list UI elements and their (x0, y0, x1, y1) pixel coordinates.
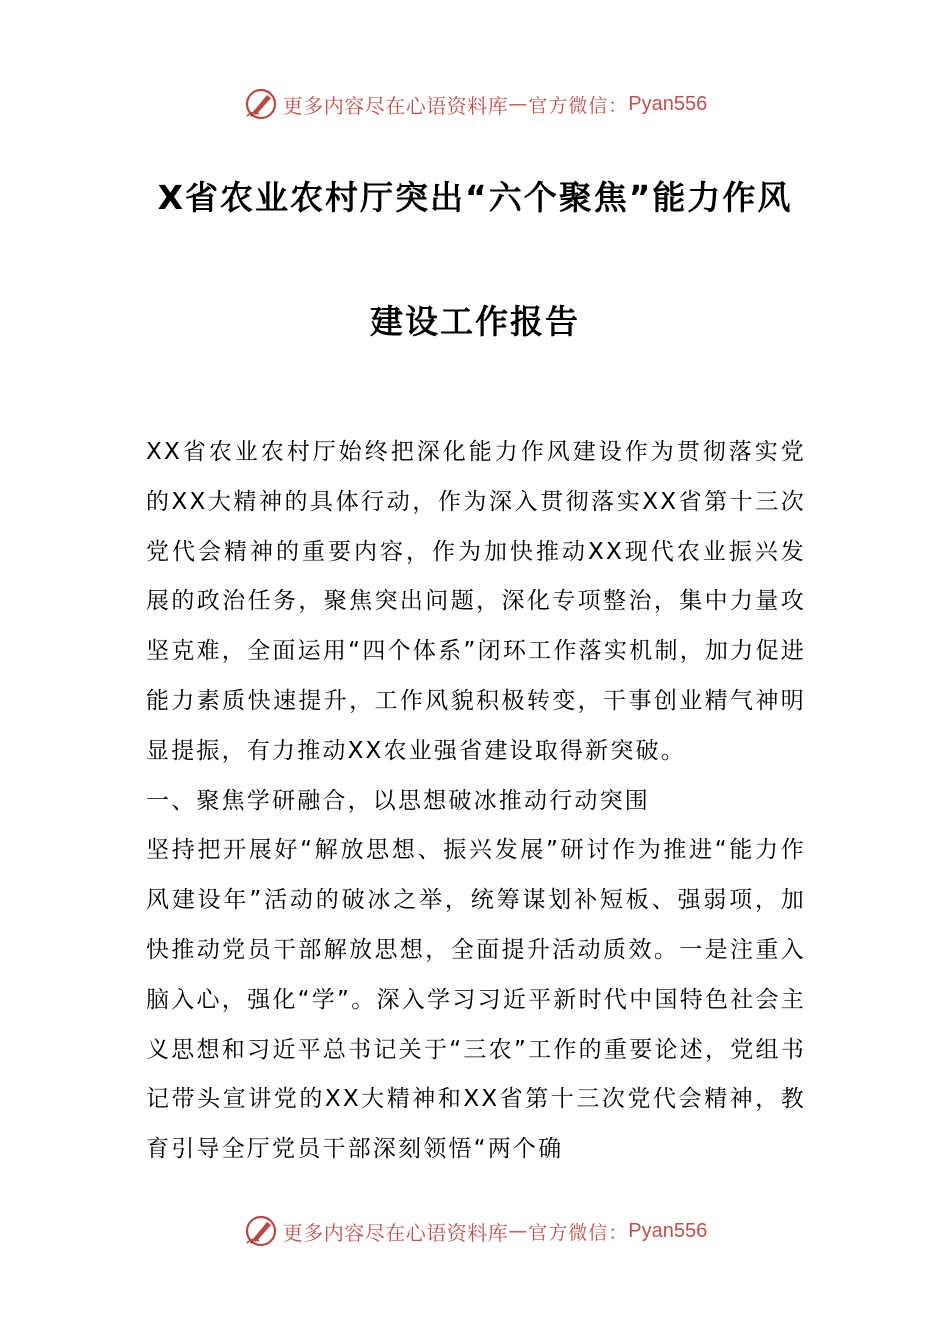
paragraph-intro: XX省农业农村厅始终把深化能力作风建设作为贯彻落实党的XX大精神的具体行动，作为深入贯彻落实XX省第十三次党代会精神的重要内容，作为加快推动XX现代农业振兴发展的政治任务，聚焦突出问题，深化专项整治，集中力量攻坚克难，全面运用“四个体系”闭环工作落实机制，加力促进能力素质快速提升，工作风貌积极转变，干事创业精气神明显提振，有力推动XX农业强省建设取得新突破。 (146, 439, 806, 764)
watermark-account: Pyan556 (628, 1219, 708, 1242)
pen-in-circle-icon (243, 86, 279, 122)
pen-in-circle-icon (243, 1213, 279, 1249)
watermark-footer (0, 1209, 950, 1253)
paragraph-section-1: 坚持把开展好“解放思想、振兴发展”研讨作为推进“能力作风建设年”活动的破冰之举，统筹谋划补短板、强弱项，加快推动党员干部解放思想，全面提升活动质效。一是注重入脑入心，强化“学”。深入学习习近平新时代中国特色社会主义思想和习近平总书记关于“三农”工作的重要论述，党组书记带头宣讲党的XX大精神和XX省第十三次党代会精神，教育引导全厅党员干部深刻领悟“两个确 (146, 837, 806, 1163)
watermark-dash: — (508, 1220, 529, 1242)
watermark-dash: — (508, 93, 529, 115)
document-body (146, 428, 806, 1175)
section-heading-1: 一、聚焦学研融合，以思想破冰推动行动突围 (146, 787, 650, 814)
watermark-prefix: 更多内容尽在心语资料库 (282, 1220, 509, 1245)
watermark-prefix: 更多内容尽在心语资料库 (282, 93, 509, 118)
watermark-middle: 官方微信： (528, 1221, 629, 1244)
watermark-account: Pyan556 (628, 92, 708, 115)
document-title-line-2: 建设工作报告 (370, 302, 580, 341)
document-title-line-1: X省农业农村厅突出“六个聚焦”能力作风 (157, 178, 793, 217)
watermark-header (0, 82, 950, 126)
watermark-middle: 官方微信： (528, 94, 629, 117)
